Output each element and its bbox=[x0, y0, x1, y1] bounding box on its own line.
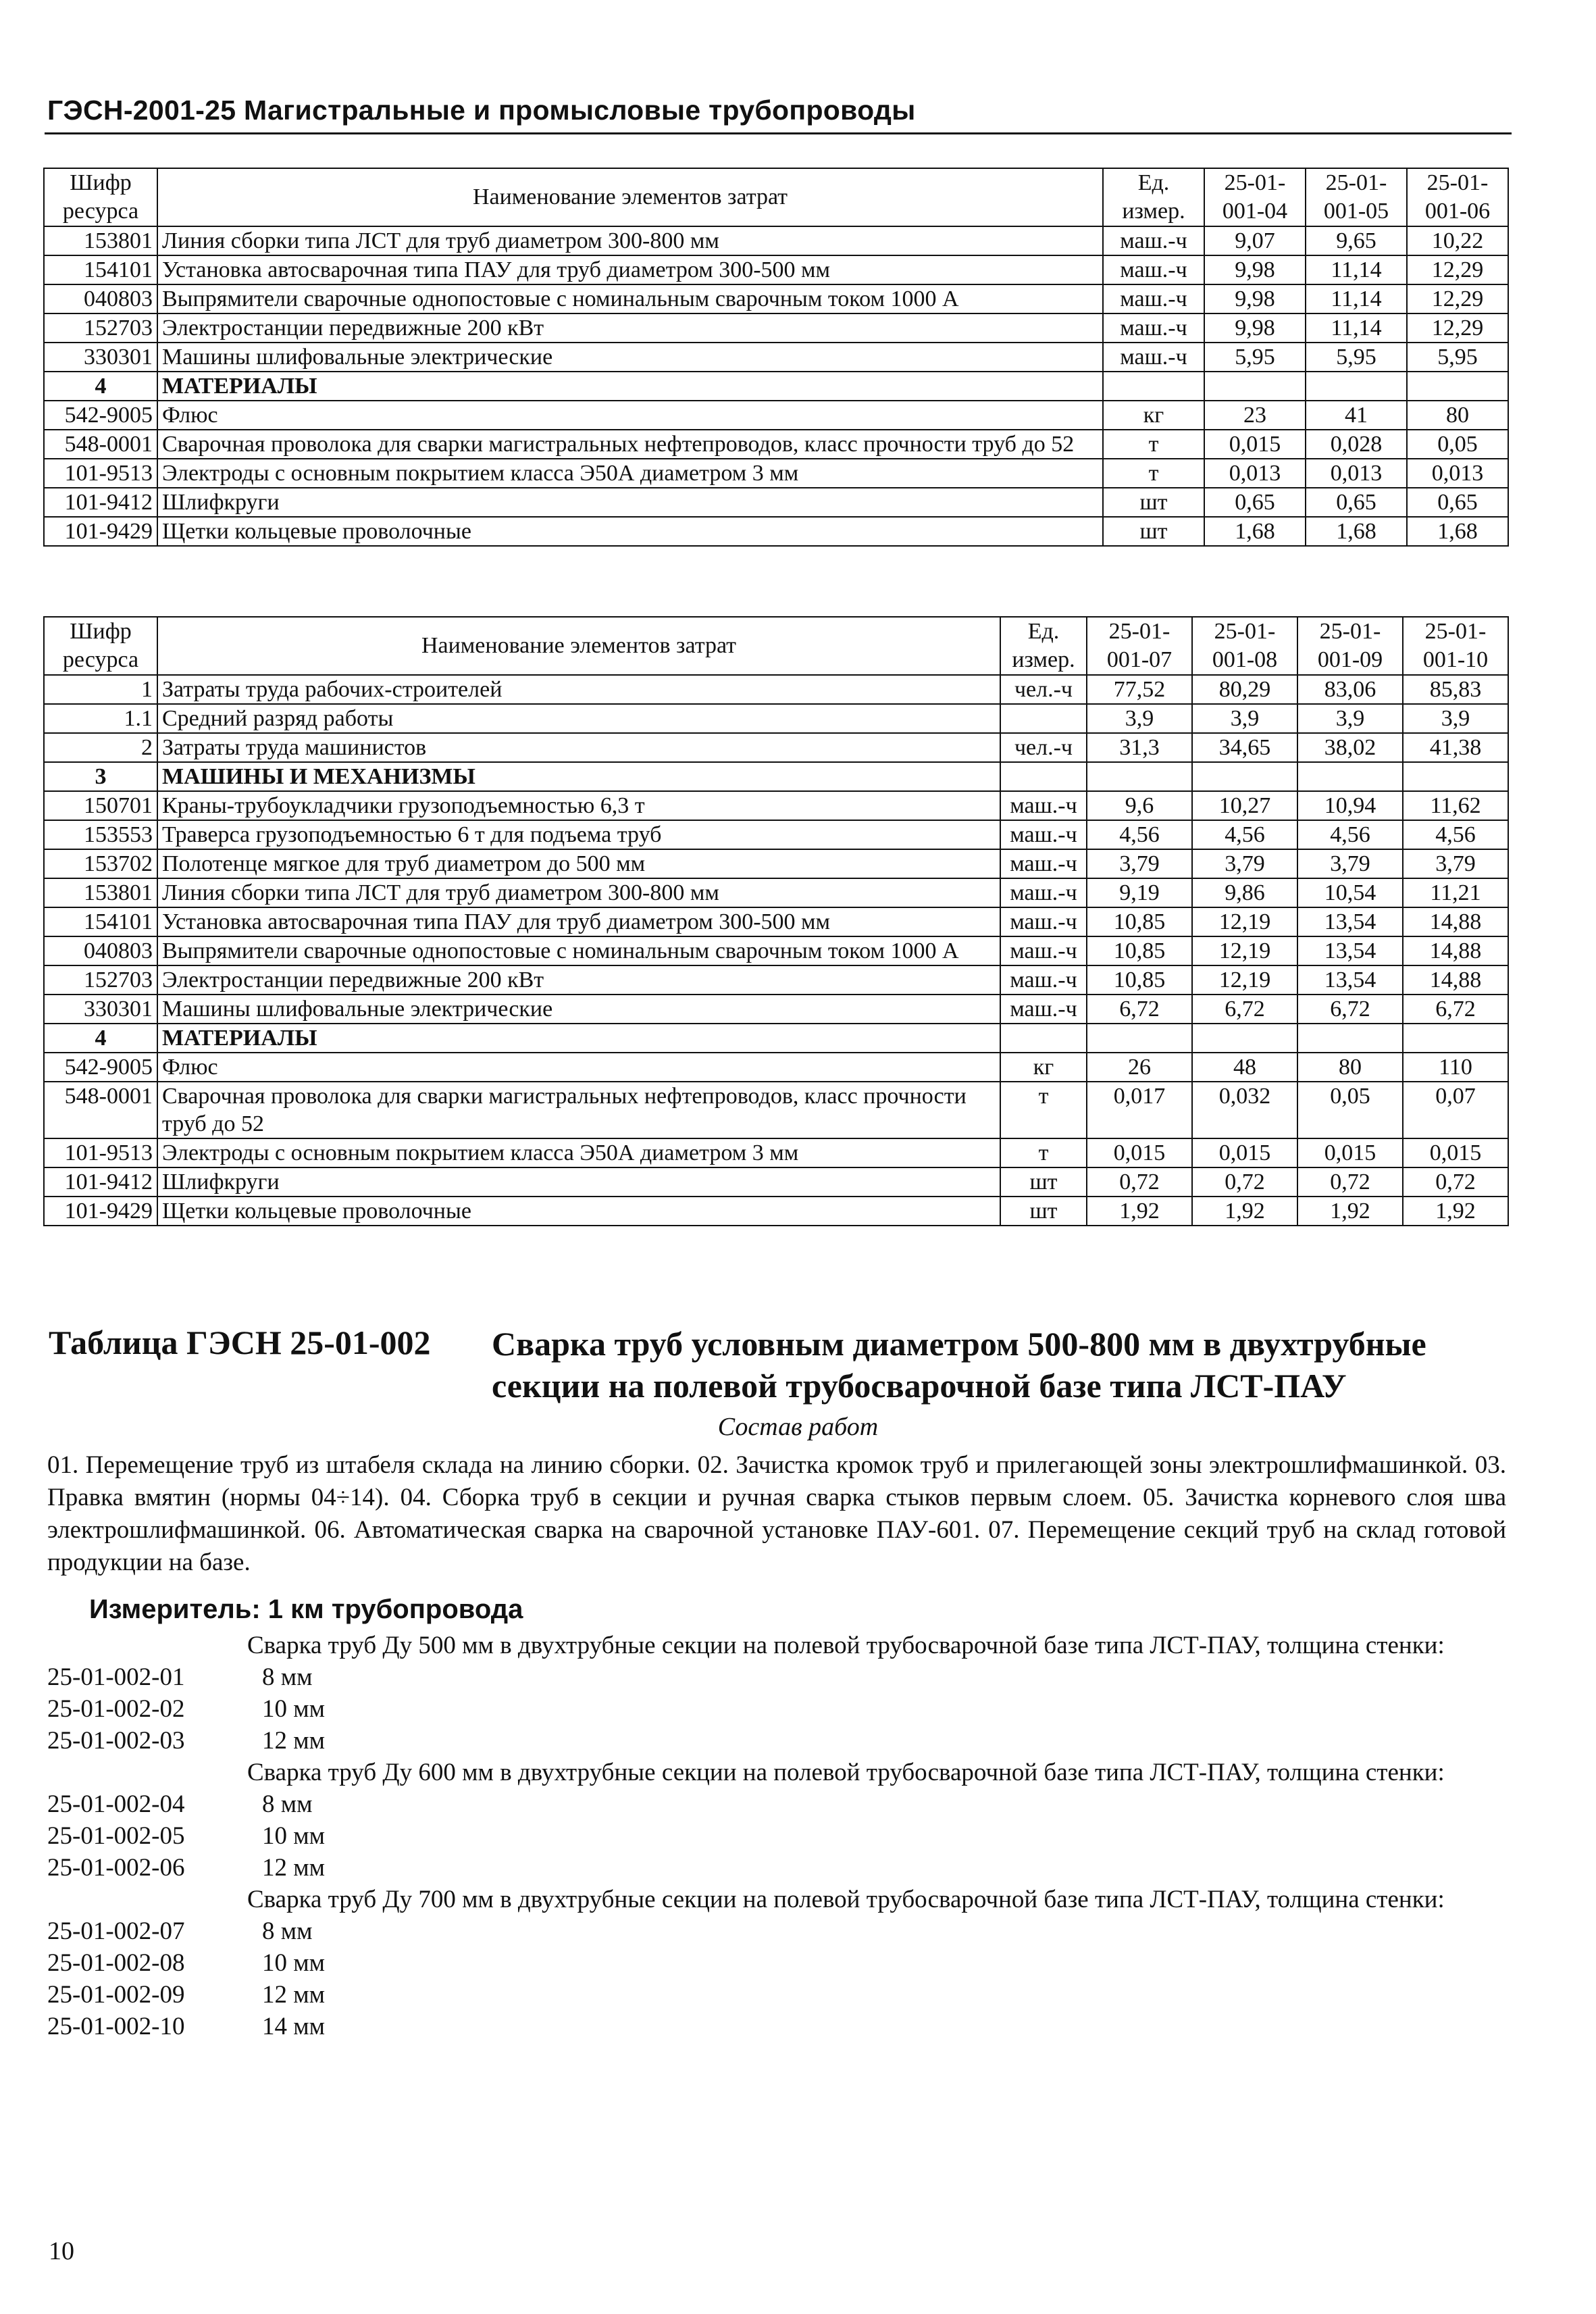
page-header: ГЭСН-2001-25 Магистральные и промысловые трубопроводы bbox=[47, 95, 916, 126]
resource-unit: маш.-ч bbox=[1000, 936, 1087, 965]
norm-value: 31,3 bbox=[1087, 733, 1192, 762]
norm-value: 80 bbox=[1407, 401, 1508, 430]
table-row bbox=[44, 313, 1508, 343]
resource-unit: т bbox=[1000, 1082, 1087, 1138]
norm-value: 3,9 bbox=[1403, 704, 1508, 733]
norm-value: 0,013 bbox=[1204, 459, 1306, 488]
norm-value: 13,54 bbox=[1297, 936, 1403, 965]
empty-cell bbox=[1403, 762, 1508, 791]
wall-thickness: 10 мм bbox=[262, 1822, 326, 1850]
norm-value: 6,72 bbox=[1192, 995, 1297, 1024]
table-row bbox=[44, 459, 1508, 488]
table-body bbox=[44, 226, 1508, 546]
norm-value: 4,56 bbox=[1297, 820, 1403, 849]
resource-name: Линия сборки типа ЛСТ для труб диаметром 300-800 мм bbox=[157, 226, 1103, 255]
table-row bbox=[44, 733, 1508, 762]
resource-unit bbox=[1000, 704, 1087, 733]
norm-code: 25-01-002-03 bbox=[47, 1727, 185, 1755]
norm-value: 0,015 bbox=[1297, 1138, 1403, 1167]
empty-cell bbox=[1403, 1024, 1508, 1053]
resource-name: Электростанции передвижные 200 кВт bbox=[157, 313, 1103, 343]
norm-value: 41,38 bbox=[1403, 733, 1508, 762]
norm-value: 13,54 bbox=[1297, 965, 1403, 995]
norm-value: 9,98 bbox=[1204, 313, 1306, 343]
empty-cell bbox=[1306, 372, 1407, 401]
resource-code: 330301 bbox=[44, 995, 157, 1024]
norm-value: 0,028 bbox=[1306, 430, 1407, 459]
norm-value: 9,86 bbox=[1192, 878, 1297, 907]
norm-value: 11,62 bbox=[1403, 791, 1508, 820]
resource-code: 2 bbox=[44, 733, 157, 762]
norm-value: 0,65 bbox=[1407, 488, 1508, 517]
table-row bbox=[44, 284, 1508, 313]
resource-unit: маш.-ч bbox=[1000, 791, 1087, 820]
col-header-norm: 25-01-001-07 bbox=[1087, 617, 1192, 675]
resource-table-1 bbox=[43, 168, 1509, 547]
norm-value: 12,19 bbox=[1192, 936, 1297, 965]
resource-unit: маш.-ч bbox=[1103, 284, 1204, 313]
col-header-name: Наименование элементов затрат bbox=[157, 617, 1000, 675]
list-item bbox=[47, 1661, 1513, 1693]
table-row bbox=[44, 1167, 1508, 1197]
norm-value: 14,88 bbox=[1403, 936, 1508, 965]
norm-value: 34,65 bbox=[1192, 733, 1297, 762]
resource-unit: кг bbox=[1103, 401, 1204, 430]
list-item bbox=[47, 2011, 1513, 2042]
table-row bbox=[44, 430, 1508, 459]
list-item bbox=[47, 1725, 1513, 1757]
empty-cell bbox=[1192, 762, 1297, 791]
norm-value: 0,015 bbox=[1204, 430, 1306, 459]
table-row bbox=[44, 1138, 1508, 1167]
resource-code: 153801 bbox=[44, 878, 157, 907]
resource-name: Электроды с основным покрытием класса Э50А диаметром 3 мм bbox=[157, 1138, 1000, 1167]
table-row bbox=[44, 849, 1508, 878]
wall-thickness: 8 мм bbox=[262, 1663, 313, 1691]
norm-value: 12,19 bbox=[1192, 907, 1297, 936]
wall-thickness: 8 мм bbox=[262, 1917, 313, 1945]
norm-value: 3,9 bbox=[1192, 704, 1297, 733]
norm-value: 11,14 bbox=[1306, 313, 1407, 343]
table-row bbox=[44, 675, 1508, 704]
wall-thickness: 8 мм bbox=[262, 1790, 313, 1818]
list-item bbox=[47, 1693, 1513, 1725]
resource-unit: маш.-ч bbox=[1000, 907, 1087, 936]
table-row bbox=[44, 255, 1508, 284]
table-row bbox=[44, 517, 1508, 546]
norm-value: 0,017 bbox=[1087, 1082, 1192, 1138]
resource-code: 101-9412 bbox=[44, 1167, 157, 1197]
resource-name: Установка автосварочная типа ПАУ для труб диаметром 300-500 мм bbox=[157, 255, 1103, 284]
resource-name: Затраты труда рабочих-строителей bbox=[157, 675, 1000, 704]
resource-name: Линия сборки типа ЛСТ для труб диаметром 300-800 мм bbox=[157, 878, 1000, 907]
resource-unit: т bbox=[1000, 1138, 1087, 1167]
norm-value: 0,013 bbox=[1306, 459, 1407, 488]
norm-value: 0,015 bbox=[1403, 1138, 1508, 1167]
resource-name: Сварочная проволока для сварки магистральных нефтепроводов, класс прочности труб до 52 bbox=[157, 430, 1103, 459]
empty-cell bbox=[1000, 1024, 1087, 1053]
norm-value: 6,72 bbox=[1087, 995, 1192, 1024]
empty-cell bbox=[1204, 372, 1306, 401]
section-number: 4 bbox=[44, 1024, 157, 1053]
norm-value: 85,83 bbox=[1403, 675, 1508, 704]
resource-code: 1 bbox=[44, 675, 157, 704]
norm-group-heading: Сварка труб Ду 700 мм в двухтрубные секции на полевой трубосварочной базе типа ЛСТ-ПАУ, толщина стенки: bbox=[247, 1886, 1445, 1913]
col-header-name: Наименование элементов затрат bbox=[157, 168, 1103, 226]
norm-value: 0,72 bbox=[1192, 1167, 1297, 1197]
norm-value: 80 bbox=[1297, 1053, 1403, 1082]
works-subtitle: Состав работ bbox=[717, 1413, 879, 1441]
wall-thickness: 12 мм bbox=[262, 1854, 326, 1882]
resource-name: Затраты труда машинистов bbox=[157, 733, 1000, 762]
table-body bbox=[44, 675, 1508, 1226]
norm-value: 6,72 bbox=[1403, 995, 1508, 1024]
resource-unit: т bbox=[1103, 430, 1204, 459]
norm-value: 10,27 bbox=[1192, 791, 1297, 820]
norm-value: 26 bbox=[1087, 1053, 1192, 1082]
norm-value: 83,06 bbox=[1297, 675, 1403, 704]
norm-value: 11,14 bbox=[1306, 284, 1407, 313]
norm-code: 25-01-002-05 bbox=[47, 1822, 185, 1850]
norm-value: 48 bbox=[1192, 1053, 1297, 1082]
norm-value: 23 bbox=[1204, 401, 1306, 430]
norm-value: 41 bbox=[1306, 401, 1407, 430]
resource-unit: маш.-ч bbox=[1000, 849, 1087, 878]
resource-code: 548-0001 bbox=[44, 1082, 157, 1138]
resource-unit: маш.-ч bbox=[1000, 965, 1087, 995]
table-row bbox=[44, 820, 1508, 849]
resource-name: Флюс bbox=[157, 1053, 1000, 1082]
norm-value: 5,95 bbox=[1306, 343, 1407, 372]
list-item bbox=[47, 1947, 1513, 1979]
resource-code: 101-9513 bbox=[44, 459, 157, 488]
empty-cell bbox=[1087, 762, 1192, 791]
norm-value: 0,05 bbox=[1407, 430, 1508, 459]
norm-value: 0,72 bbox=[1403, 1167, 1508, 1197]
resource-name: Выпрямители сварочные однопостовые с номинальным сварочным током 1000 А bbox=[157, 284, 1103, 313]
norm-value: 10,85 bbox=[1087, 965, 1192, 995]
col-header-norm: 25-01-001-09 bbox=[1297, 617, 1403, 675]
norm-value: 1,92 bbox=[1297, 1197, 1403, 1226]
col-header-code: Шифр ресурса bbox=[44, 168, 157, 226]
norm-value: 9,6 bbox=[1087, 791, 1192, 820]
empty-cell bbox=[1297, 762, 1403, 791]
norm-value: 5,95 bbox=[1204, 343, 1306, 372]
resource-name: Шлифкруги bbox=[157, 1167, 1000, 1197]
resource-unit: чел.-ч bbox=[1000, 733, 1087, 762]
resource-unit: шт bbox=[1103, 517, 1204, 546]
empty-cell bbox=[1000, 762, 1087, 791]
table-row bbox=[44, 907, 1508, 936]
section-row bbox=[44, 372, 1508, 401]
norm-code: 25-01-002-04 bbox=[47, 1790, 185, 1818]
norm-value: 9,98 bbox=[1204, 255, 1306, 284]
table-row bbox=[44, 878, 1508, 907]
resource-code: 548-0001 bbox=[44, 430, 157, 459]
resource-unit: шт bbox=[1000, 1197, 1087, 1226]
norm-value: 10,85 bbox=[1087, 907, 1192, 936]
norm-value: 1,92 bbox=[1403, 1197, 1508, 1226]
section-number: 3 bbox=[44, 762, 157, 791]
norm-value: 14,88 bbox=[1403, 965, 1508, 995]
table-header-row bbox=[44, 168, 1508, 226]
resource-code: 542-9005 bbox=[44, 401, 157, 430]
norm-value: 110 bbox=[1403, 1053, 1508, 1082]
resource-unit: кг bbox=[1000, 1053, 1087, 1082]
col-header-norm: 25-01-001-08 bbox=[1192, 617, 1297, 675]
list-item bbox=[47, 1788, 1513, 1820]
measure-unit: Измеритель: 1 км трубопровода bbox=[89, 1594, 523, 1624]
table-header-row bbox=[44, 617, 1508, 675]
norm-value: 12,29 bbox=[1407, 313, 1508, 343]
norm-value: 3,9 bbox=[1087, 704, 1192, 733]
section-label: МАТЕРИАЛЫ bbox=[157, 1024, 1000, 1053]
wall-thickness: 10 мм bbox=[262, 1949, 326, 1977]
resource-name: Сварочная проволока для сварки магистральных нефтепроводов, класс прочности труб до 52 bbox=[157, 1082, 1000, 1138]
table-row bbox=[44, 401, 1508, 430]
resource-name: Флюс bbox=[157, 401, 1103, 430]
resource-code: 040803 bbox=[44, 936, 157, 965]
norm-value: 3,79 bbox=[1403, 849, 1508, 878]
norm-value: 12,29 bbox=[1407, 284, 1508, 313]
norm-value: 9,98 bbox=[1204, 284, 1306, 313]
col-header-norm: 25-01-001-05 bbox=[1306, 168, 1407, 226]
norm-value: 10,94 bbox=[1297, 791, 1403, 820]
resource-name: Траверса грузоподъемностью 6 т для подъема труб bbox=[157, 820, 1000, 849]
norm-value: 1,92 bbox=[1087, 1197, 1192, 1226]
resource-name: Машины шлифовальные электрические bbox=[157, 343, 1103, 372]
resource-unit: чел.-ч bbox=[1000, 675, 1087, 704]
resource-unit: шт bbox=[1000, 1167, 1087, 1197]
empty-cell bbox=[1407, 372, 1508, 401]
norm-value: 9,19 bbox=[1087, 878, 1192, 907]
list-item bbox=[47, 1915, 1513, 1947]
norm-value: 9,07 bbox=[1204, 226, 1306, 255]
resource-name: Установка автосварочная типа ПАУ для труб диаметром 300-500 мм bbox=[157, 907, 1000, 936]
table-number: Таблица ГЭСН 25-01-002 bbox=[49, 1324, 431, 1361]
resource-code: 152703 bbox=[44, 313, 157, 343]
norm-value: 0,013 bbox=[1407, 459, 1508, 488]
norm-value: 11,14 bbox=[1306, 255, 1407, 284]
norm-value: 1,68 bbox=[1306, 517, 1407, 546]
wall-thickness: 14 мм bbox=[262, 2013, 326, 2040]
norm-value: 10,85 bbox=[1087, 936, 1192, 965]
resource-name: Шлифкруги bbox=[157, 488, 1103, 517]
resource-table-2 bbox=[43, 616, 1509, 1226]
norm-value: 0,65 bbox=[1306, 488, 1407, 517]
resource-unit: маш.-ч bbox=[1103, 343, 1204, 372]
empty-cell bbox=[1192, 1024, 1297, 1053]
empty-cell bbox=[1297, 1024, 1403, 1053]
norm-value: 0,65 bbox=[1204, 488, 1306, 517]
resource-code: 040803 bbox=[44, 284, 157, 313]
norm-value: 14,88 bbox=[1403, 907, 1508, 936]
resource-code: 101-9429 bbox=[44, 517, 157, 546]
resource-name: Выпрямители сварочные однопостовые с номинальным сварочным током 1000 А bbox=[157, 936, 1000, 965]
resource-unit: маш.-ч bbox=[1000, 995, 1087, 1024]
norm-value: 12,19 bbox=[1192, 965, 1297, 995]
norm-code: 25-01-002-08 bbox=[47, 1949, 185, 1977]
resource-code: 153553 bbox=[44, 820, 157, 849]
col-header-unit: Ед. измер. bbox=[1103, 168, 1204, 226]
section-row bbox=[44, 1024, 1508, 1053]
norm-code: 25-01-002-07 bbox=[47, 1917, 185, 1945]
norm-list bbox=[47, 1630, 1513, 2042]
page-number: 10 bbox=[49, 2237, 74, 2265]
resource-name: Полотенце мягкое для труб диаметром до 500 мм bbox=[157, 849, 1000, 878]
norm-value: 0,72 bbox=[1087, 1167, 1192, 1197]
list-item bbox=[47, 1820, 1513, 1852]
norm-value: 1,68 bbox=[1407, 517, 1508, 546]
resource-unit: т bbox=[1103, 459, 1204, 488]
norm-value: 6,72 bbox=[1297, 995, 1403, 1024]
norm-code: 25-01-002-09 bbox=[47, 1981, 185, 2009]
resource-code: 101-9412 bbox=[44, 488, 157, 517]
resource-name: Электростанции передвижные 200 кВт bbox=[157, 965, 1000, 995]
norm-value: 3,79 bbox=[1297, 849, 1403, 878]
norm-value: 0,015 bbox=[1192, 1138, 1297, 1167]
section-row bbox=[44, 762, 1508, 791]
col-header-unit: Ед. измер. bbox=[1000, 617, 1087, 675]
norm-value: 11,21 bbox=[1403, 878, 1508, 907]
norm-value: 4,56 bbox=[1403, 820, 1508, 849]
table-row bbox=[44, 704, 1508, 733]
resource-unit: маш.-ч bbox=[1103, 313, 1204, 343]
resource-name: Средний разряд работы bbox=[157, 704, 1000, 733]
resource-unit: маш.-ч bbox=[1103, 226, 1204, 255]
wall-thickness: 12 мм bbox=[262, 1981, 326, 2009]
table-row bbox=[44, 936, 1508, 965]
empty-cell bbox=[1103, 372, 1204, 401]
resource-unit: маш.-ч bbox=[1103, 255, 1204, 284]
norm-value: 77,52 bbox=[1087, 675, 1192, 704]
table-row bbox=[44, 995, 1508, 1024]
wall-thickness: 10 мм bbox=[262, 1695, 326, 1723]
resource-name: Щетки кольцевые проволочные bbox=[157, 1197, 1000, 1226]
norm-value: 0,015 bbox=[1087, 1138, 1192, 1167]
resource-code: 101-9513 bbox=[44, 1138, 157, 1167]
resource-code: 154101 bbox=[44, 907, 157, 936]
resource-name: Щетки кольцевые проволочные bbox=[157, 517, 1103, 546]
resource-name: Краны-трубоукладчики грузоподъемностью 6,3 т bbox=[157, 791, 1000, 820]
table-row bbox=[44, 1197, 1508, 1226]
resource-code: 154101 bbox=[44, 255, 157, 284]
resource-code: 152703 bbox=[44, 965, 157, 995]
norm-value: 3,79 bbox=[1192, 849, 1297, 878]
col-header-norm: 25-01-001-10 bbox=[1403, 617, 1508, 675]
table-row bbox=[44, 1082, 1508, 1138]
section-label: МАШИНЫ И МЕХАНИЗМЫ bbox=[157, 762, 1000, 791]
norm-value: 3,79 bbox=[1087, 849, 1192, 878]
norm-value: 5,95 bbox=[1407, 343, 1508, 372]
norm-value: 1,92 bbox=[1192, 1197, 1297, 1226]
list-item bbox=[47, 1979, 1513, 2011]
norm-value: 12,29 bbox=[1407, 255, 1508, 284]
resource-unit: маш.-ч bbox=[1000, 820, 1087, 849]
norm-code: 25-01-002-01 bbox=[47, 1663, 185, 1691]
resource-name: Машины шлифовальные электрические bbox=[157, 995, 1000, 1024]
norm-value: 0,032 bbox=[1192, 1082, 1297, 1138]
table-row bbox=[44, 791, 1508, 820]
header-rule bbox=[45, 132, 1512, 134]
norm-code: 25-01-002-06 bbox=[47, 1854, 185, 1882]
table-row bbox=[44, 226, 1508, 255]
norm-value: 80,29 bbox=[1192, 675, 1297, 704]
norm-group-heading: Сварка труб Ду 600 мм в двухтрубные секции на полевой трубосварочной базе типа ЛСТ-ПАУ, толщина стенки: bbox=[247, 1759, 1445, 1786]
resource-code: 542-9005 bbox=[44, 1053, 157, 1082]
resource-code: 330301 bbox=[44, 343, 157, 372]
norm-value: 1,68 bbox=[1204, 517, 1306, 546]
resource-unit: шт bbox=[1103, 488, 1204, 517]
resource-name: Электроды с основным покрытием класса Э50А диаметром 3 мм bbox=[157, 459, 1103, 488]
norm-value: 10,22 bbox=[1407, 226, 1508, 255]
table-row bbox=[44, 488, 1508, 517]
table-row bbox=[44, 1053, 1508, 1082]
list-item bbox=[47, 1852, 1513, 1884]
wall-thickness: 12 мм bbox=[262, 1727, 326, 1755]
col-header-norm: 25-01-001-04 bbox=[1204, 168, 1306, 226]
norm-value: 9,65 bbox=[1306, 226, 1407, 255]
norm-code: 25-01-002-02 bbox=[47, 1695, 185, 1723]
resource-code: 153801 bbox=[44, 226, 157, 255]
resource-code: 101-9429 bbox=[44, 1197, 157, 1226]
section-number: 4 bbox=[44, 372, 157, 401]
norm-group-heading: Сварка труб Ду 500 мм в двухтрубные секции на полевой трубосварочной базе типа ЛСТ-ПАУ, толщина стенки: bbox=[247, 1632, 1445, 1659]
norm-value: 3,9 bbox=[1297, 704, 1403, 733]
table-title: Сварка труб условным диаметром 500-800 мм в двухтрубные секции на полевой трубосварочной базе типа ЛСТ-ПАУ bbox=[492, 1325, 1426, 1405]
col-header-norm: 25-01-001-06 bbox=[1407, 168, 1508, 226]
empty-cell bbox=[1087, 1024, 1192, 1053]
norm-value: 38,02 bbox=[1297, 733, 1403, 762]
norm-value: 13,54 bbox=[1297, 907, 1403, 936]
norm-value: 4,56 bbox=[1192, 820, 1297, 849]
col-header-code: Шифр ресурса bbox=[44, 617, 157, 675]
norm-value: 0,07 bbox=[1403, 1082, 1508, 1138]
table-row bbox=[44, 343, 1508, 372]
norm-value: 0,05 bbox=[1297, 1082, 1403, 1138]
resource-code: 1.1 bbox=[44, 704, 157, 733]
norm-value: 4,56 bbox=[1087, 820, 1192, 849]
resource-code: 150701 bbox=[44, 791, 157, 820]
norm-value: 0,72 bbox=[1297, 1167, 1403, 1197]
resource-unit: маш.-ч bbox=[1000, 878, 1087, 907]
section-label: МАТЕРИАЛЫ bbox=[157, 372, 1103, 401]
norm-value: 10,54 bbox=[1297, 878, 1403, 907]
works-description: 01. Перемещение труб из штабеля склада на линию сборки. 02. Зачистка кромок труб и прилегающей зоны электрошлифмашинкой. 03. Правка вмятин (нормы 04÷14). 04. Сборка труб в секции и ручная сварка стыков первым слоем. 05. Зачистка корневого слоя шва электрошлифмашинкой. 06. Автоматическая сварка на сварочной установке ПАУ-601. 07. Перемещение секций труб на склад готовой продукции на базе. bbox=[47, 1451, 1506, 1576]
resource-code: 153702 bbox=[44, 849, 157, 878]
table-row bbox=[44, 965, 1508, 995]
norm-code: 25-01-002-10 bbox=[47, 2013, 185, 2040]
